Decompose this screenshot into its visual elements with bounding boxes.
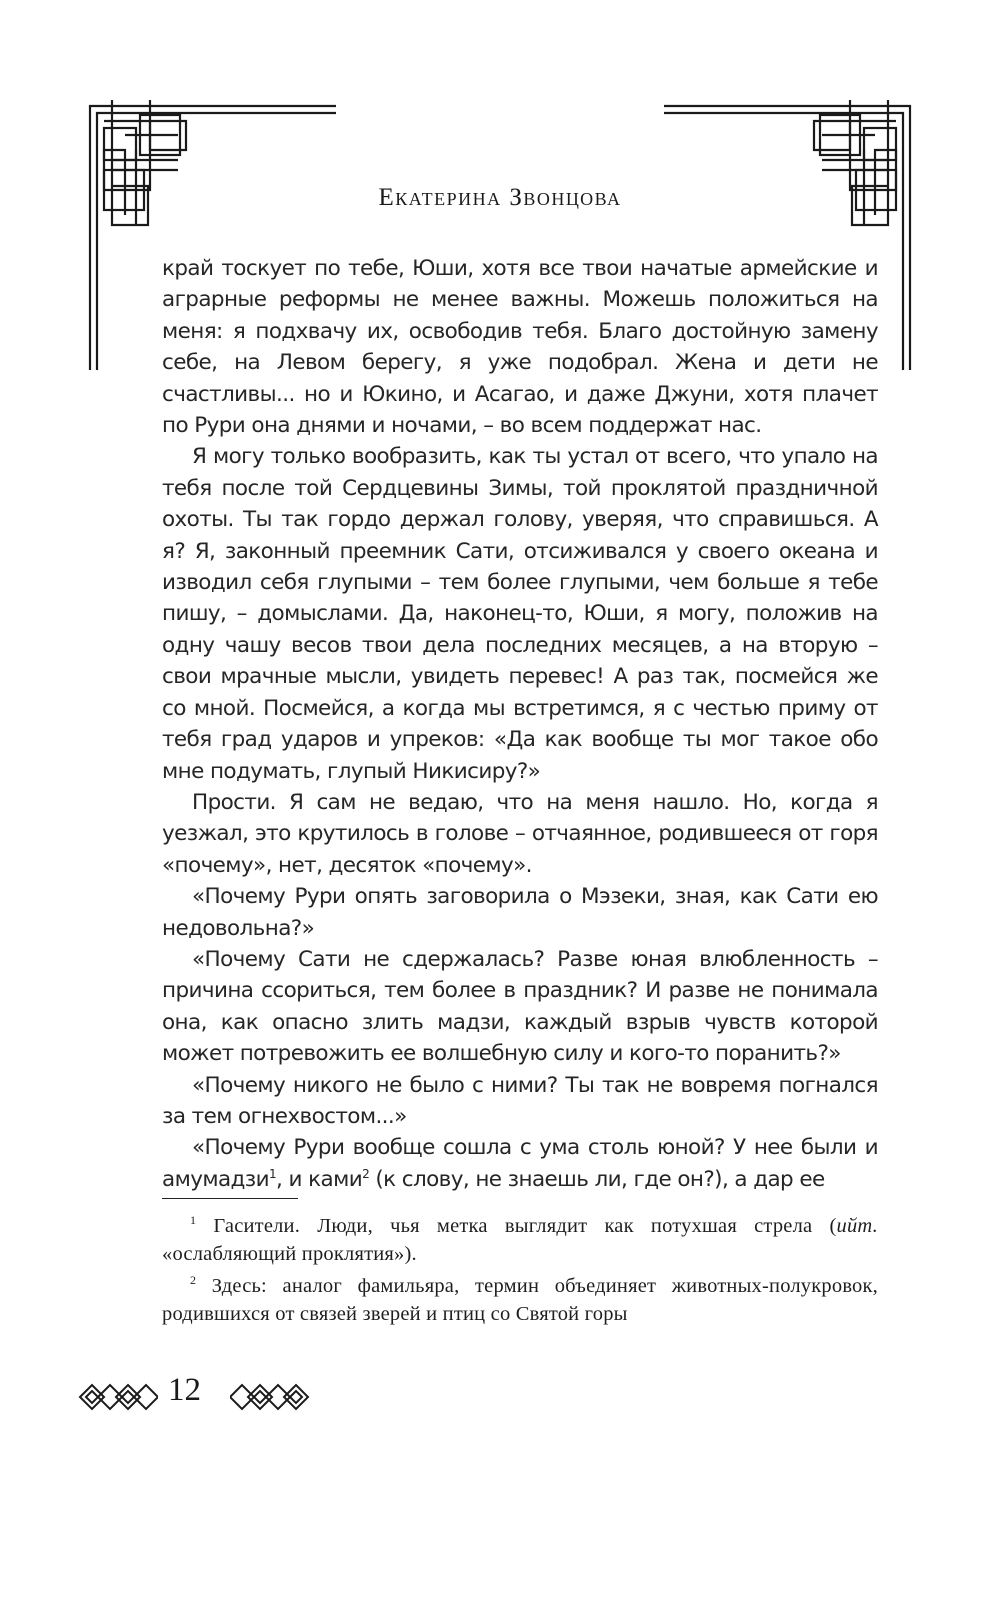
paragraph: «Почему Рури опять заговорила о Мэзеки, зная, как Сати ею недовольна?» — [162, 884, 878, 941]
footnote-1 — [162, 1212, 878, 1268]
footnote-mark: 1 — [190, 1213, 197, 1227]
text-segment: «Почему Рури вообще сошла с ума столь юной? У нее были и амумадзи — [162, 1135, 878, 1192]
paragraph: Я могу только вообразить, как ты устал от всего, что упало на тебя после той Сердцевины Зимы, той проклятой праздничной охоты. Ты так гордо держал голову, уверяя, что справишься. А я? Я, законный преемник Сати, отсиживался у своего океана и изводил себя глупыми – тем более глупыми, чем больше я тебе пишу, – домыслами. Да, наконец-то, Юши, я могу, положив на одну чашу весов твои дела последних месяцев, а на вторую – свои мрачные мысли, увидеть перевес! А раз так, посмейся же со мной. Посмейся, а когда мы встретимся, я с честью приму от тебя град ударов и упреков: «Да как вообще ты мог такое обо мне подумать, глупый Никисиру?» — [162, 444, 878, 784]
paragraph: край тоскует по тебе, Юши, хотя все твои начатые армейские и аграрные реформы не менее важны. Можешь положиться на меня: я подхвачу их, освободив тебя. Благо достойную замену себе, на Левом берегу, я уже подобрал. Жена и дети не счастливы... но и Юкино, и Асагао, и даже Джуни, хотя плачет по Рури она днями и ночами, – во всем поддержат нас. — [162, 256, 878, 439]
footnote-text: Здесь: аналог фамильяра, термин объединяет животных-полукровок, родившихся от связей зверей и птиц со Святой горы — [162, 1275, 878, 1325]
paragraph: «Почему Сати не сдержалась? Разве юная влюбленность – причина ссориться, тем более в праздник? И разве не понимала она, как опасно злить мадзи, каждый взрыв чувств которой может потревожить ее волшебную силу и кого-то поранить?» — [162, 946, 878, 1067]
footnote-text: «ослабляющий проклятия»). — [162, 1243, 417, 1265]
page-number: 12 — [168, 1372, 201, 1408]
paragraph-last — [162, 1132, 878, 1195]
paragraph: Прости. Я сам не ведаю, что на меня нашло. Но, когда я уезжал, это крутилось в голове – отчаянное, родившееся от горя «почему», нет, десяток «почему». — [162, 789, 878, 878]
text-segment: , и ками — [276, 1166, 363, 1192]
footnote-mark: 2 — [190, 1273, 197, 1287]
main-text — [162, 253, 878, 1195]
running-head: Екатерина Звонцова — [378, 184, 622, 211]
footnote-2 — [162, 1272, 878, 1328]
text-segment: (к слову, не знаешь ли, где он?), а дар ее — [369, 1166, 825, 1192]
footnote-ref-1[interactable]: 1 — [268, 1166, 277, 1181]
footnote-emphasis: ийт. — [836, 1215, 878, 1237]
paragraph: «Почему никого не было с ними? Ты так не вовремя погнался за тем огнехвостом...» — [162, 1072, 878, 1129]
page-ornament-left-icon — [78, 1382, 158, 1412]
footnotes — [162, 1212, 878, 1332]
page-ornament-right-icon — [230, 1382, 310, 1412]
footnote-text: Гасители. Люди, чья метка выглядит как потухшая стрела ( — [196, 1215, 837, 1237]
footnote-ref-2[interactable]: 2 — [362, 1166, 370, 1181]
footnote-divider — [162, 1198, 298, 1199]
